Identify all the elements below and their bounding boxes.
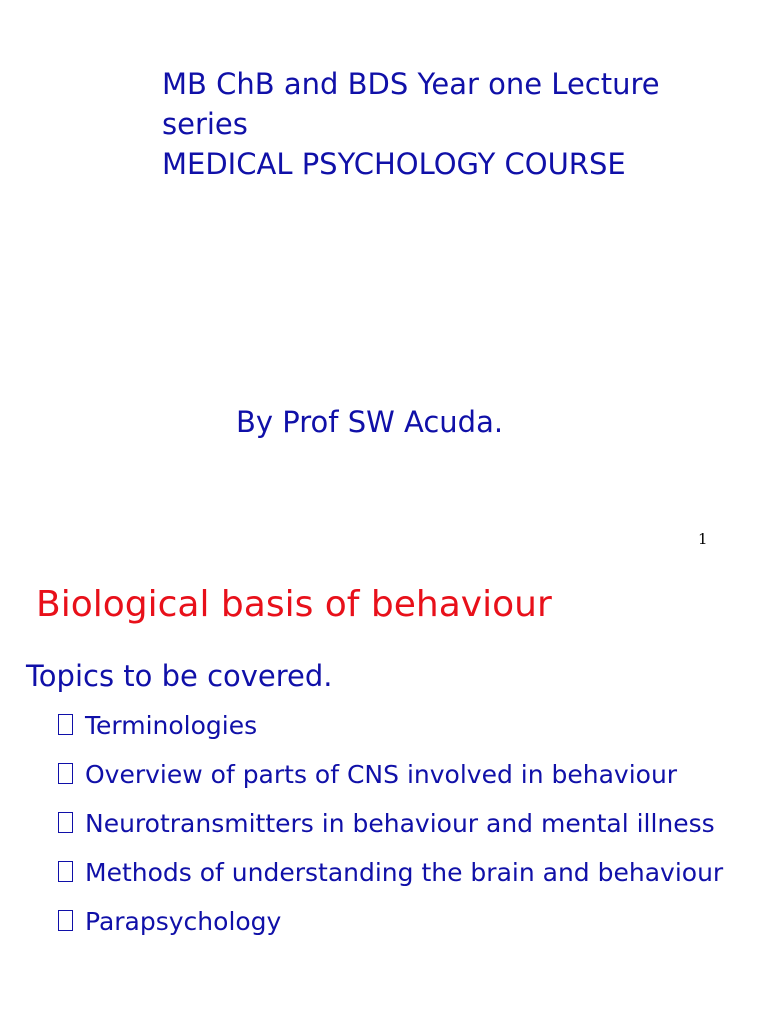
list-item-text: Terminologies — [85, 711, 258, 740]
author-line: By Prof SW Acuda. — [236, 405, 504, 439]
list-item — [58, 904, 748, 939]
topics-list — [58, 708, 748, 953]
list-item-text: Overview of parts of CNS involved in behaviour — [85, 760, 678, 789]
list-item — [58, 708, 748, 743]
square-bullet-icon — [58, 714, 73, 735]
content-slide — [0, 560, 768, 1024]
list-item-text: Neurotransmitters in behaviour and mental illness — [85, 809, 715, 838]
page-number: 1 — [698, 530, 708, 548]
topics-label: Topics to be covered. — [26, 659, 333, 693]
list-item — [58, 757, 748, 792]
title-line-1: MB ChB and BDS Year one Lecture — [162, 67, 660, 101]
list-item — [58, 806, 748, 841]
square-bullet-icon — [58, 763, 73, 784]
list-item-text: Methods of understanding the brain and behaviour — [85, 858, 724, 887]
list-item-text: Parapsychology — [85, 907, 282, 936]
square-bullet-icon — [58, 861, 73, 882]
slide-heading: Biological basis of behaviour — [36, 584, 552, 625]
title-line-2: series — [162, 107, 248, 141]
list-item — [58, 855, 748, 890]
square-bullet-icon — [58, 812, 73, 833]
title-line-3: MEDICAL PSYCHOLOGY COURSE — [162, 147, 626, 181]
square-bullet-icon — [58, 910, 73, 931]
lecture-title — [162, 64, 742, 184]
